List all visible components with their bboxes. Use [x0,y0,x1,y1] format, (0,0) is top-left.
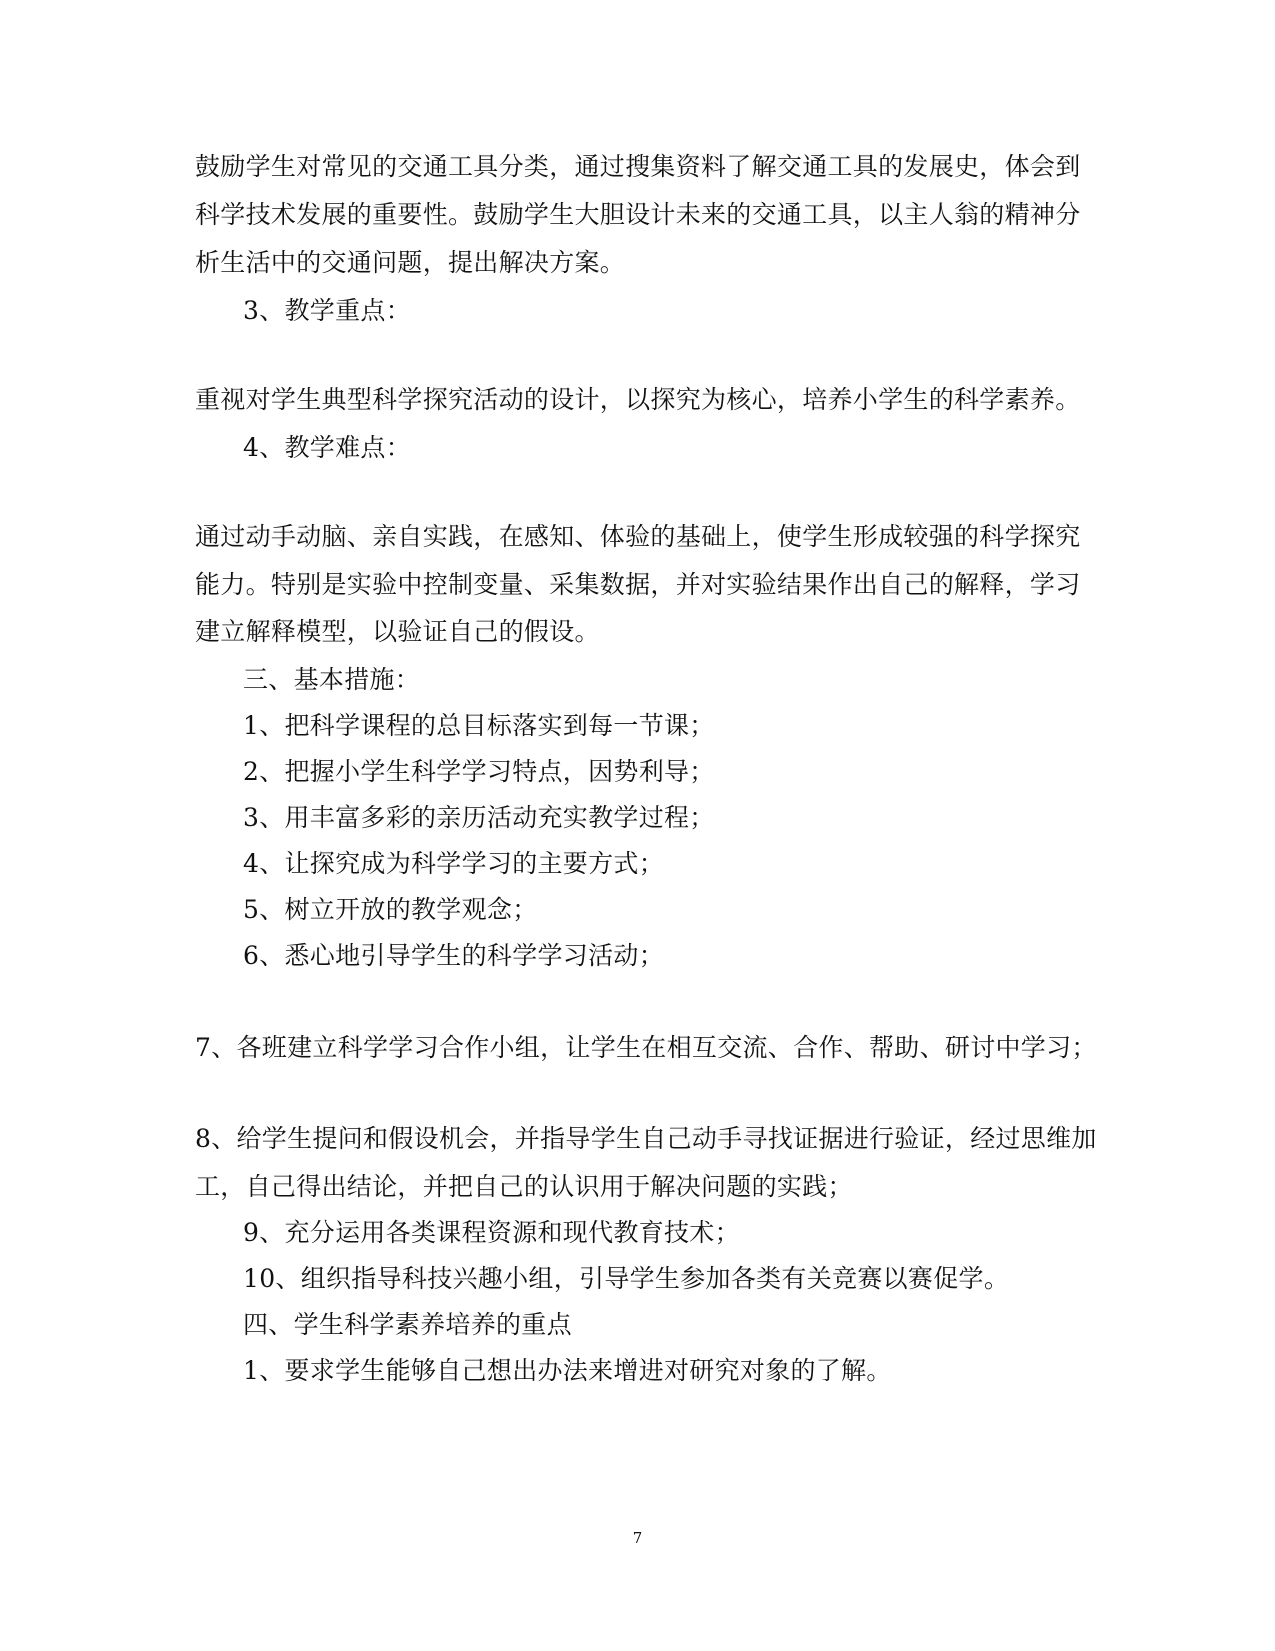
list-item: 3、用丰富多彩的亲历活动充实教学过程； [243,803,715,832]
section-heading: 三、基本措施： [243,665,421,694]
list-item: 7、各班建立科学学习合作小组，让学生在相互交流、合作、帮助、研讨中学习； [195,1033,1097,1062]
list-item: 4、让探究成为科学学习的主要方式； [243,849,665,878]
list-item: 1、把科学课程的总目标落实到每一节课； [243,711,715,740]
paragraph-line: 鼓励学生对常见的交通工具分类，通过搜集资料了解交通工具的发展史，体会到 [195,152,1081,181]
paragraph-line: 科学技术发展的重要性。鼓励学生大胆设计未来的交通工具，以主人翁的精神分 [195,200,1081,229]
section-heading: 四、学生科学素养培养的重点 [243,1310,572,1339]
list-item-continuation: 工，自己得出结论，并把自己的认识用于解决问题的实践； [195,1172,853,1201]
paragraph-line: 析生活中的交通问题，提出解决方案。 [195,248,626,277]
list-item: 2、把握小学生科学学习特点，因势利导； [243,757,715,786]
section-heading: 3、教学重点： [243,296,412,325]
page-number: 7 [632,1529,643,1547]
list-item: 9、充分运用各类课程资源和现代教育技术； [243,1218,740,1247]
list-item: 1、要求学生能够自己想出办法来增进对研究对象的了解。 [243,1356,892,1385]
paragraph-line: 建立解释模型，以验证自己的假设。 [195,617,600,646]
paragraph-line: 通过动手动脑、亲自实践，在感知、体验的基础上，使学生形成较强的科学探究 [195,522,1081,551]
paragraph-line: 能力。特别是实验中控制变量、采集数据，并对实验结果作出自己的解释，学习 [195,570,1081,599]
list-item: 6、悉心地引导学生的科学学习活动； [243,941,665,970]
list-item: 5、树立开放的教学观念； [243,895,538,924]
section-heading: 4、教学难点： [243,433,412,462]
list-item: 8、给学生提问和假设机会，并指导学生自己动手寻找证据进行验证，经过思维加 [195,1124,1097,1153]
paragraph-line: 重视对学生典型科学探究活动的设计，以探究为核心，培养小学生的科学素养。 [195,385,1081,414]
list-item: 10、组织指导科技兴趣小组，引导学生参加各类有关竞赛以赛促学。 [243,1264,1010,1293]
